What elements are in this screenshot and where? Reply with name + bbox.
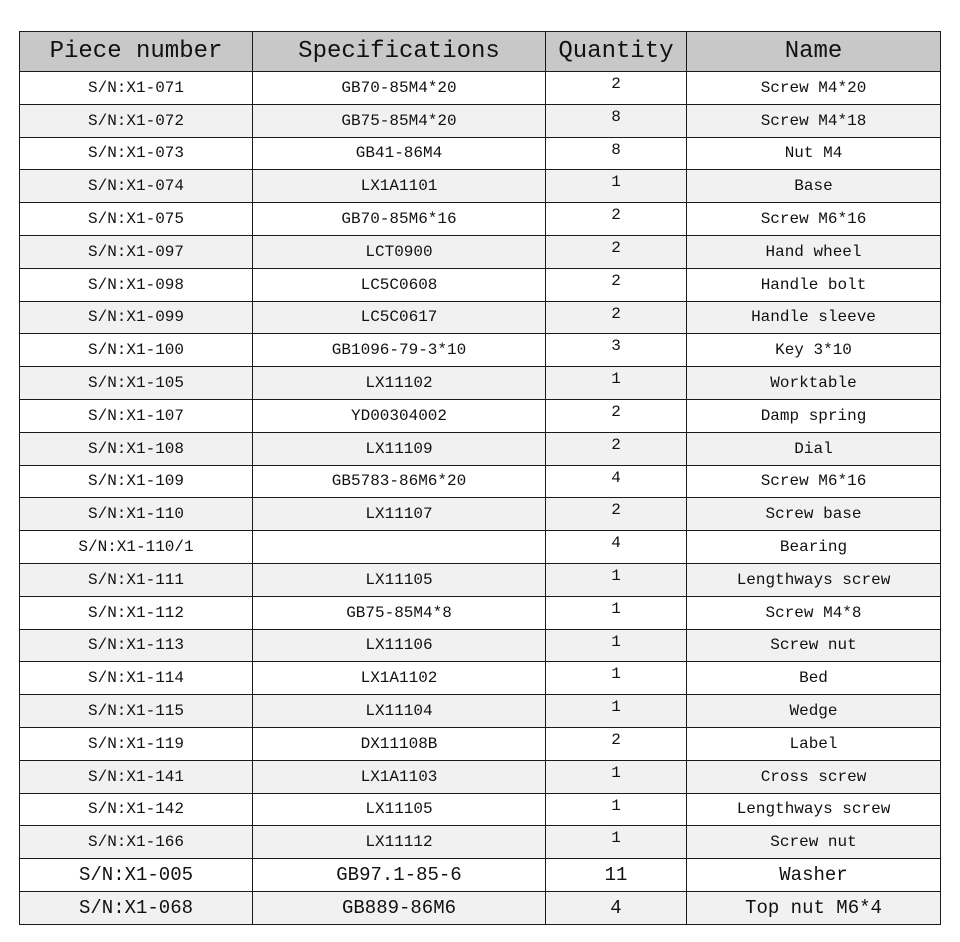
cell-quantity: 8 [546, 104, 687, 137]
cell-specifications: GB70-85M4*20 [253, 72, 546, 105]
cell-quantity: 1 [546, 793, 687, 826]
table-row [20, 563, 941, 596]
cell-specifications: GB5783-86M6*20 [253, 465, 546, 498]
cell-piece-number: S/N:X1-119 [20, 727, 253, 760]
cell-name: Worktable [687, 367, 941, 400]
cell-piece-number: S/N:X1-141 [20, 760, 253, 793]
header-specifications: Specifications [253, 32, 546, 72]
cell-name: Nut M4 [687, 137, 941, 170]
cell-name: Damp spring [687, 399, 941, 432]
table-row [20, 662, 941, 695]
cell-specifications: LC5C0617 [253, 301, 546, 334]
cell-piece-number: S/N:X1-005 [20, 859, 253, 892]
cell-specifications: LX11105 [253, 793, 546, 826]
cell-specifications: GB70-85M6*16 [253, 203, 546, 236]
table-row [20, 695, 941, 728]
table-header-row [20, 32, 941, 72]
table-row [20, 268, 941, 301]
table-row [20, 367, 941, 400]
cell-specifications: LX1A1102 [253, 662, 546, 695]
cell-name: Screw nut [687, 826, 941, 859]
cell-piece-number: S/N:X1-107 [20, 399, 253, 432]
cell-quantity: 2 [546, 72, 687, 105]
cell-specifications: DX11108B [253, 727, 546, 760]
parts-table [19, 31, 941, 925]
header-name: Name [687, 32, 941, 72]
cell-piece-number: S/N:X1-068 [20, 891, 253, 924]
table-row [20, 399, 941, 432]
cell-name: Screw M4*18 [687, 104, 941, 137]
cell-specifications: GB889-86M6 [253, 891, 546, 924]
cell-piece-number: S/N:X1-112 [20, 596, 253, 629]
cell-quantity: 1 [546, 695, 687, 728]
cell-quantity: 1 [546, 170, 687, 203]
cell-piece-number: S/N:X1-166 [20, 826, 253, 859]
cell-piece-number: S/N:X1-100 [20, 334, 253, 367]
cell-quantity: 1 [546, 662, 687, 695]
cell-specifications: LX11112 [253, 826, 546, 859]
cell-quantity: 1 [546, 760, 687, 793]
cell-name: Dial [687, 432, 941, 465]
table-row [20, 629, 941, 662]
cell-piece-number: S/N:X1-142 [20, 793, 253, 826]
cell-name: Handle bolt [687, 268, 941, 301]
cell-piece-number: S/N:X1-072 [20, 104, 253, 137]
cell-quantity: 3 [546, 334, 687, 367]
table-row [20, 727, 941, 760]
cell-piece-number: S/N:X1-073 [20, 137, 253, 170]
cell-piece-number: S/N:X1-071 [20, 72, 253, 105]
cell-name: Wedge [687, 695, 941, 728]
table-row [20, 531, 941, 564]
cell-specifications: LX1A1101 [253, 170, 546, 203]
cell-specifications: LX11105 [253, 563, 546, 596]
cell-piece-number: S/N:X1-109 [20, 465, 253, 498]
cell-name: Screw M6*16 [687, 465, 941, 498]
cell-specifications: GB75-85M4*8 [253, 596, 546, 629]
cell-name: Screw base [687, 498, 941, 531]
cell-specifications: LX11109 [253, 432, 546, 465]
table-row [20, 203, 941, 236]
cell-quantity: 1 [546, 826, 687, 859]
table-row [20, 760, 941, 793]
cell-name: Top nut M6*4 [687, 891, 941, 924]
table-row [20, 137, 941, 170]
table-row [20, 104, 941, 137]
table-row [20, 793, 941, 826]
parts-table-container [19, 31, 940, 925]
table-row [20, 596, 941, 629]
cell-name: Bed [687, 662, 941, 695]
table-row [20, 72, 941, 105]
cell-piece-number: S/N:X1-074 [20, 170, 253, 203]
table-row [20, 235, 941, 268]
cell-name: Lengthways screw [687, 563, 941, 596]
cell-name: Bearing [687, 531, 941, 564]
cell-piece-number: S/N:X1-097 [20, 235, 253, 268]
cell-piece-number: S/N:X1-111 [20, 563, 253, 596]
cell-name: Base [687, 170, 941, 203]
cell-piece-number: S/N:X1-098 [20, 268, 253, 301]
cell-specifications: LX11104 [253, 695, 546, 728]
cell-quantity: 1 [546, 563, 687, 596]
cell-specifications: GB1096-79-3*10 [253, 334, 546, 367]
cell-specifications: LCT0900 [253, 235, 546, 268]
cell-piece-number: S/N:X1-110/1 [20, 531, 253, 564]
cell-specifications: GB41-86M4 [253, 137, 546, 170]
cell-quantity: 2 [546, 498, 687, 531]
cell-name: Washer [687, 859, 941, 892]
cell-quantity: 4 [546, 465, 687, 498]
cell-specifications: LX11102 [253, 367, 546, 400]
cell-quantity: 2 [546, 727, 687, 760]
cell-name: Key 3*10 [687, 334, 941, 367]
cell-specifications [253, 531, 546, 564]
cell-specifications: GB75-85M4*20 [253, 104, 546, 137]
cell-specifications: YD00304002 [253, 399, 546, 432]
cell-quantity: 1 [546, 367, 687, 400]
table-row [20, 891, 941, 924]
cell-quantity: 8 [546, 137, 687, 170]
cell-name: Lengthways screw [687, 793, 941, 826]
header-quantity: Quantity [546, 32, 687, 72]
cell-piece-number: S/N:X1-105 [20, 367, 253, 400]
cell-name: Handle sleeve [687, 301, 941, 334]
cell-specifications: LX11106 [253, 629, 546, 662]
cell-name: Screw nut [687, 629, 941, 662]
cell-quantity: 2 [546, 432, 687, 465]
cell-name: Screw M4*8 [687, 596, 941, 629]
cell-piece-number: S/N:X1-108 [20, 432, 253, 465]
cell-quantity: 2 [546, 235, 687, 268]
cell-quantity: 11 [546, 859, 687, 892]
cell-quantity: 4 [546, 891, 687, 924]
cell-piece-number: S/N:X1-110 [20, 498, 253, 531]
cell-name: Screw M6*16 [687, 203, 941, 236]
cell-piece-number: S/N:X1-114 [20, 662, 253, 695]
header-piece-number: Piece number [20, 32, 253, 72]
cell-quantity: 4 [546, 531, 687, 564]
table-row [20, 498, 941, 531]
cell-name: Screw M4*20 [687, 72, 941, 105]
cell-piece-number: S/N:X1-075 [20, 203, 253, 236]
cell-specifications: LX11107 [253, 498, 546, 531]
cell-piece-number: S/N:X1-099 [20, 301, 253, 334]
cell-name: Cross screw [687, 760, 941, 793]
cell-quantity: 2 [546, 399, 687, 432]
cell-piece-number: S/N:X1-115 [20, 695, 253, 728]
table-row [20, 301, 941, 334]
table-row [20, 859, 941, 892]
table-row [20, 826, 941, 859]
cell-quantity: 2 [546, 268, 687, 301]
cell-specifications: LC5C0608 [253, 268, 546, 301]
cell-quantity: 1 [546, 629, 687, 662]
cell-specifications: LX1A1103 [253, 760, 546, 793]
table-row [20, 432, 941, 465]
cell-name: Label [687, 727, 941, 760]
cell-specifications: GB97.1-85-6 [253, 859, 546, 892]
cell-piece-number: S/N:X1-113 [20, 629, 253, 662]
cell-quantity: 2 [546, 301, 687, 334]
cell-name: Hand wheel [687, 235, 941, 268]
cell-quantity: 1 [546, 596, 687, 629]
table-row [20, 465, 941, 498]
cell-quantity: 2 [546, 203, 687, 236]
table-row [20, 170, 941, 203]
table-row [20, 334, 941, 367]
